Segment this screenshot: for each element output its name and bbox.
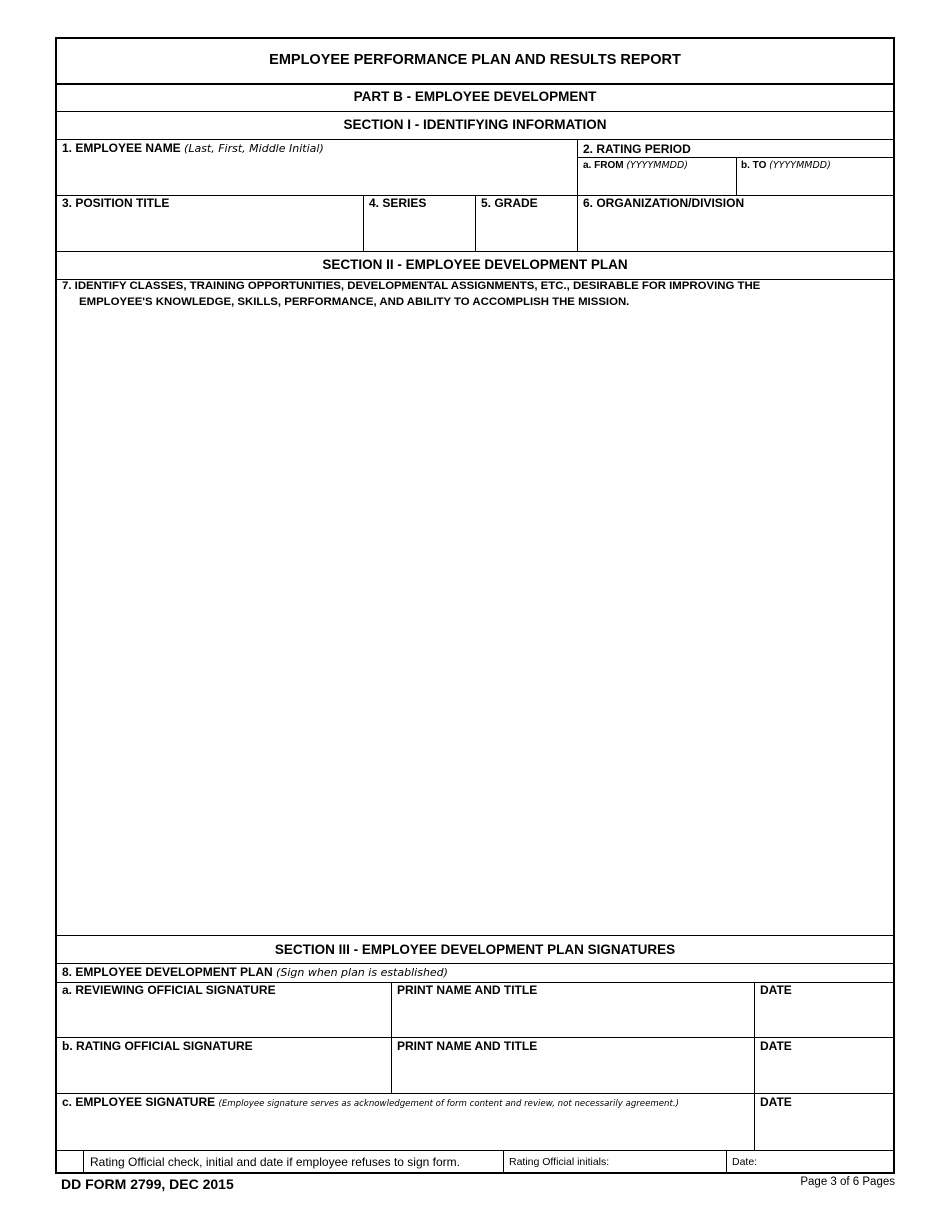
rating-date-field[interactable]	[755, 1054, 893, 1092]
rating-period-label: 2. RATING PERIOD	[583, 142, 691, 156]
rating-period-from-label	[583, 160, 688, 171]
grade-field[interactable]	[476, 212, 576, 250]
rating-period-from-field[interactable]	[578, 172, 735, 194]
item-7-instruction-line-1: 7. IDENTIFY CLASSES, TRAINING OPPORTUNITIES, DEVELOPMENTAL ASSIGNMENTS, ETC., DESIRABLE FOR IMPROVING THE	[62, 280, 761, 292]
official-initials-field[interactable]	[630, 1151, 725, 1172]
position-title-label: 3. POSITION TITLE	[62, 196, 170, 210]
employee-date-label: DATE	[760, 1095, 792, 1109]
part-heading: PART B - EMPLOYEE DEVELOPMENT	[353, 89, 597, 104]
rating-print-name-label: PRINT NAME AND TITLE	[397, 1039, 538, 1053]
series-field[interactable]	[364, 212, 474, 250]
section-3-heading: SECTION III - EMPLOYEE DEVELOPMENT PLAN SIGNATURES	[274, 942, 676, 957]
series-label: 4. SERIES	[369, 196, 427, 210]
refusal-checkbox[interactable]	[57, 1151, 83, 1172]
reviewing-date-field[interactable]	[755, 998, 893, 1036]
position-title-field[interactable]	[57, 212, 362, 250]
grade-label: 5. GRADE	[481, 196, 538, 210]
refusal-date-field[interactable]	[762, 1151, 893, 1172]
rating-date-label: DATE	[760, 1039, 792, 1053]
employee-signature-hint: (Employee signature serves as acknowledgement of form content and review, not necessarily agreement.)	[218, 1099, 679, 1109]
item-8-label	[62, 965, 448, 979]
employee-signature-label-text: c. EMPLOYEE SIGNATURE	[62, 1095, 216, 1109]
organization-field[interactable]	[578, 212, 893, 250]
section-2-heading: SECTION II - EMPLOYEE DEVELOPMENT PLAN	[322, 257, 628, 272]
employee-signature-label	[62, 1095, 679, 1109]
employee-name-label-text: 1. EMPLOYEE NAME	[62, 141, 181, 155]
form-number: DD FORM 2799, DEC 2015	[61, 1176, 234, 1192]
item-7-instruction-line-2: EMPLOYEE'S KNOWLEDGE, SKILLS, PERFORMANCE, AND ABILITY TO ACCOMPLISH THE MISSION.	[79, 296, 630, 308]
employee-name-field[interactable]	[57, 156, 576, 194]
reviewing-print-name-label: PRINT NAME AND TITLE	[397, 983, 538, 997]
rating-official-signature-field[interactable]	[57, 1054, 390, 1092]
reviewing-official-signature-label: a. REVIEWING OFFICIAL SIGNATURE	[62, 983, 276, 997]
employee-name-label	[62, 141, 324, 155]
development-plan-text-area[interactable]	[57, 314, 893, 934]
employee-signature-field[interactable]	[57, 1110, 753, 1149]
official-initials-label: Rating Official initials:	[509, 1156, 610, 1168]
section-1-heading: SECTION I - IDENTIFYING INFORMATION	[343, 117, 607, 132]
from-label-text: a. FROM	[583, 160, 624, 171]
to-hint: (YYYYMMDD)	[769, 160, 831, 171]
to-label-text: b. TO	[741, 160, 767, 171]
from-hint: (YYYYMMDD)	[626, 160, 688, 171]
employee-date-field[interactable]	[755, 1110, 893, 1149]
page-info: Page 3 of 6 Pages	[800, 1176, 895, 1188]
item-8-hint: (Sign when plan is established)	[276, 966, 448, 979]
item-8-label-text: 8. EMPLOYEE DEVELOPMENT PLAN	[62, 965, 273, 979]
reviewing-date-label: DATE	[760, 983, 792, 997]
reviewing-official-signature-field[interactable]	[57, 998, 390, 1036]
form-title: EMPLOYEE PERFORMANCE PLAN AND RESULTS REPORT	[269, 52, 681, 68]
employee-name-hint: (Last, First, Middle Initial)	[184, 142, 324, 155]
refusal-instruction: Rating Official check, initial and date if employee refuses to sign form.	[90, 1155, 460, 1169]
refusal-date-label: Date:	[732, 1156, 758, 1168]
reviewing-print-name-field[interactable]	[392, 998, 753, 1036]
rating-period-to-label	[741, 160, 831, 171]
organization-label: 6. ORGANIZATION/DIVISION	[583, 196, 745, 210]
rating-period-to-field[interactable]	[737, 172, 893, 194]
rating-print-name-field[interactable]	[392, 1054, 753, 1092]
rating-official-signature-label: b. RATING OFFICIAL SIGNATURE	[62, 1039, 253, 1053]
